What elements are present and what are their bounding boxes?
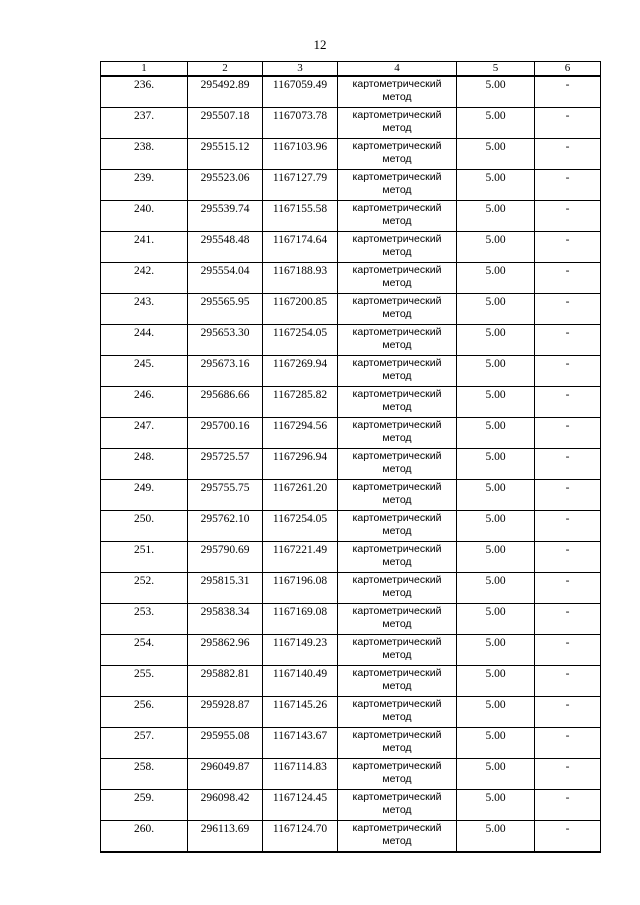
point-number-cell: 249.: [101, 480, 188, 511]
x-coordinate-cell: 295862.96: [188, 635, 263, 666]
y-coordinate-cell: 1167261.20: [263, 480, 338, 511]
x-coordinate-cell: 296098.42: [188, 790, 263, 821]
y-coordinate-cell: 1167285.82: [263, 387, 338, 418]
coordinates-table: [100, 61, 601, 853]
method-cell: картометрический метод: [338, 666, 457, 697]
x-coordinate-cell: 295955.08: [188, 728, 263, 759]
accuracy-cell: 5.00: [457, 449, 535, 480]
method-cell: картометрический метод: [338, 263, 457, 294]
method-cell: картометрический метод: [338, 728, 457, 759]
y-coordinate-cell: 1167143.67: [263, 728, 338, 759]
description-cell: -: [535, 170, 601, 201]
method-cell: картометрический метод: [338, 573, 457, 604]
table-row: [101, 201, 601, 232]
description-cell: -: [535, 790, 601, 821]
y-coordinate-cell: 1167200.85: [263, 294, 338, 325]
accuracy-cell: 5.00: [457, 635, 535, 666]
table-row: [101, 821, 601, 853]
accuracy-cell: 5.00: [457, 759, 535, 790]
accuracy-cell: 5.00: [457, 170, 535, 201]
point-number-cell: 260.: [101, 821, 188, 853]
table-row: [101, 480, 601, 511]
y-coordinate-cell: 1167127.79: [263, 170, 338, 201]
point-number-cell: 258.: [101, 759, 188, 790]
y-coordinate-cell: 1167294.56: [263, 418, 338, 449]
point-number-cell: 242.: [101, 263, 188, 294]
accuracy-cell: 5.00: [457, 387, 535, 418]
method-cell: картометрический метод: [338, 511, 457, 542]
table-row: [101, 635, 601, 666]
table-row: [101, 666, 601, 697]
x-coordinate-cell: 295515.12: [188, 139, 263, 170]
description-cell: -: [535, 573, 601, 604]
method-cell: картометрический метод: [338, 108, 457, 139]
column-header-2: 2: [188, 62, 263, 77]
y-coordinate-cell: 1167254.05: [263, 511, 338, 542]
method-cell: картометрический метод: [338, 139, 457, 170]
y-coordinate-cell: 1167124.45: [263, 790, 338, 821]
x-coordinate-cell: 295548.48: [188, 232, 263, 263]
description-cell: -: [535, 542, 601, 573]
method-cell: картометрический метод: [338, 449, 457, 480]
table-row: [101, 325, 601, 356]
accuracy-cell: 5.00: [457, 666, 535, 697]
y-coordinate-cell: 1167124.70: [263, 821, 338, 853]
y-coordinate-cell: 1167196.08: [263, 573, 338, 604]
point-number-cell: 259.: [101, 790, 188, 821]
method-cell: картометрический метод: [338, 201, 457, 232]
point-number-cell: 244.: [101, 325, 188, 356]
column-header-1: 1: [101, 62, 188, 77]
point-number-cell: 245.: [101, 356, 188, 387]
description-cell: -: [535, 511, 601, 542]
point-number-cell: 252.: [101, 573, 188, 604]
x-coordinate-cell: 295653.30: [188, 325, 263, 356]
table-row: [101, 573, 601, 604]
method-cell: картометрический метод: [338, 697, 457, 728]
table-row: [101, 387, 601, 418]
column-header-5: 5: [457, 62, 535, 77]
x-coordinate-cell: 296049.87: [188, 759, 263, 790]
method-cell: картометрический метод: [338, 325, 457, 356]
method-cell: картометрический метод: [338, 356, 457, 387]
table-row: [101, 790, 601, 821]
accuracy-cell: 5.00: [457, 356, 535, 387]
table-row: [101, 294, 601, 325]
x-coordinate-cell: 295762.10: [188, 511, 263, 542]
x-coordinate-cell: 295539.74: [188, 201, 263, 232]
y-coordinate-cell: 1167114.83: [263, 759, 338, 790]
point-number-cell: 241.: [101, 232, 188, 263]
table-row: [101, 76, 601, 108]
table-row: [101, 542, 601, 573]
table-body: [101, 76, 601, 852]
method-cell: картометрический метод: [338, 790, 457, 821]
x-coordinate-cell: 295790.69: [188, 542, 263, 573]
accuracy-cell: 5.00: [457, 728, 535, 759]
accuracy-cell: 5.00: [457, 201, 535, 232]
method-cell: картометрический метод: [338, 294, 457, 325]
table-row: [101, 697, 601, 728]
page-number: 12: [313, 37, 327, 52]
accuracy-cell: 5.00: [457, 542, 535, 573]
x-coordinate-cell: 295565.95: [188, 294, 263, 325]
method-cell: картометрический метод: [338, 821, 457, 853]
table-row: [101, 449, 601, 480]
point-number-cell: 247.: [101, 418, 188, 449]
y-coordinate-cell: 1167188.93: [263, 263, 338, 294]
x-coordinate-cell: 295755.75: [188, 480, 263, 511]
accuracy-cell: 5.00: [457, 294, 535, 325]
description-cell: -: [535, 604, 601, 635]
method-cell: картометрический метод: [338, 232, 457, 263]
y-coordinate-cell: 1167140.49: [263, 666, 338, 697]
x-coordinate-cell: 295492.89: [188, 76, 263, 108]
x-coordinate-cell: 295700.16: [188, 418, 263, 449]
accuracy-cell: 5.00: [457, 821, 535, 853]
y-coordinate-cell: 1167254.05: [263, 325, 338, 356]
point-number-cell: 240.: [101, 201, 188, 232]
x-coordinate-cell: 295882.81: [188, 666, 263, 697]
point-number-cell: 246.: [101, 387, 188, 418]
description-cell: -: [535, 325, 601, 356]
accuracy-cell: 5.00: [457, 480, 535, 511]
table-row: [101, 170, 601, 201]
point-number-cell: 239.: [101, 170, 188, 201]
accuracy-cell: 5.00: [457, 697, 535, 728]
description-cell: -: [535, 201, 601, 232]
x-coordinate-cell: 295523.06: [188, 170, 263, 201]
description-cell: -: [535, 666, 601, 697]
point-number-cell: 251.: [101, 542, 188, 573]
method-cell: картометрический метод: [338, 542, 457, 573]
description-cell: -: [535, 356, 601, 387]
table-row: [101, 108, 601, 139]
x-coordinate-cell: 295928.87: [188, 697, 263, 728]
accuracy-cell: 5.00: [457, 232, 535, 263]
method-cell: картометрический метод: [338, 418, 457, 449]
column-header-4: 4: [338, 62, 457, 77]
accuracy-cell: 5.00: [457, 76, 535, 108]
table-row: [101, 139, 601, 170]
table-row: [101, 728, 601, 759]
point-number-cell: 250.: [101, 511, 188, 542]
y-coordinate-cell: 1167155.58: [263, 201, 338, 232]
y-coordinate-cell: 1167149.23: [263, 635, 338, 666]
accuracy-cell: 5.00: [457, 604, 535, 635]
accuracy-cell: 5.00: [457, 325, 535, 356]
method-cell: картометрический метод: [338, 604, 457, 635]
point-number-cell: 237.: [101, 108, 188, 139]
method-cell: картометрический метод: [338, 635, 457, 666]
y-coordinate-cell: 1167174.64: [263, 232, 338, 263]
x-coordinate-cell: 295725.57: [188, 449, 263, 480]
description-cell: -: [535, 728, 601, 759]
point-number-cell: 236.: [101, 76, 188, 108]
table-row: [101, 418, 601, 449]
x-coordinate-cell: 295554.04: [188, 263, 263, 294]
description-cell: -: [535, 263, 601, 294]
table-header: [101, 62, 601, 77]
x-coordinate-cell: 295838.34: [188, 604, 263, 635]
accuracy-cell: 5.00: [457, 573, 535, 604]
description-cell: -: [535, 139, 601, 170]
y-coordinate-cell: 1167145.26: [263, 697, 338, 728]
description-cell: -: [535, 449, 601, 480]
table-row: [101, 759, 601, 790]
y-coordinate-cell: 1167221.49: [263, 542, 338, 573]
point-number-cell: 253.: [101, 604, 188, 635]
description-cell: -: [535, 759, 601, 790]
x-coordinate-cell: 295507.18: [188, 108, 263, 139]
accuracy-cell: 5.00: [457, 418, 535, 449]
y-coordinate-cell: 1167073.78: [263, 108, 338, 139]
table-row: [101, 263, 601, 294]
point-number-cell: 257.: [101, 728, 188, 759]
description-cell: -: [535, 821, 601, 853]
method-cell: картометрический метод: [338, 480, 457, 511]
point-number-cell: 255.: [101, 666, 188, 697]
y-coordinate-cell: 1167269.94: [263, 356, 338, 387]
accuracy-cell: 5.00: [457, 790, 535, 821]
description-cell: -: [535, 232, 601, 263]
description-cell: -: [535, 480, 601, 511]
column-header-3: 3: [263, 62, 338, 77]
x-coordinate-cell: 295686.66: [188, 387, 263, 418]
table-row: [101, 604, 601, 635]
y-coordinate-cell: 1167103.96: [263, 139, 338, 170]
table-row: [101, 232, 601, 263]
accuracy-cell: 5.00: [457, 511, 535, 542]
point-number-cell: 254.: [101, 635, 188, 666]
method-cell: картометрический метод: [338, 76, 457, 108]
y-coordinate-cell: 1167059.49: [263, 76, 338, 108]
description-cell: -: [535, 418, 601, 449]
accuracy-cell: 5.00: [457, 139, 535, 170]
method-cell: картометрический метод: [338, 387, 457, 418]
column-header-6: 6: [535, 62, 601, 77]
point-number-cell: 256.: [101, 697, 188, 728]
method-cell: картометрический метод: [338, 170, 457, 201]
method-cell: картометрический метод: [338, 759, 457, 790]
description-cell: -: [535, 697, 601, 728]
description-cell: -: [535, 387, 601, 418]
description-cell: -: [535, 294, 601, 325]
table-row: [101, 511, 601, 542]
point-number-cell: 248.: [101, 449, 188, 480]
x-coordinate-cell: 295815.31: [188, 573, 263, 604]
description-cell: -: [535, 635, 601, 666]
description-cell: -: [535, 76, 601, 108]
point-number-cell: 243.: [101, 294, 188, 325]
x-coordinate-cell: 295673.16: [188, 356, 263, 387]
table-row: [101, 356, 601, 387]
accuracy-cell: 5.00: [457, 108, 535, 139]
description-cell: -: [535, 108, 601, 139]
header-row: [101, 62, 601, 77]
x-coordinate-cell: 296113.69: [188, 821, 263, 853]
y-coordinate-cell: 1167296.94: [263, 449, 338, 480]
y-coordinate-cell: 1167169.08: [263, 604, 338, 635]
accuracy-cell: 5.00: [457, 263, 535, 294]
point-number-cell: 238.: [101, 139, 188, 170]
